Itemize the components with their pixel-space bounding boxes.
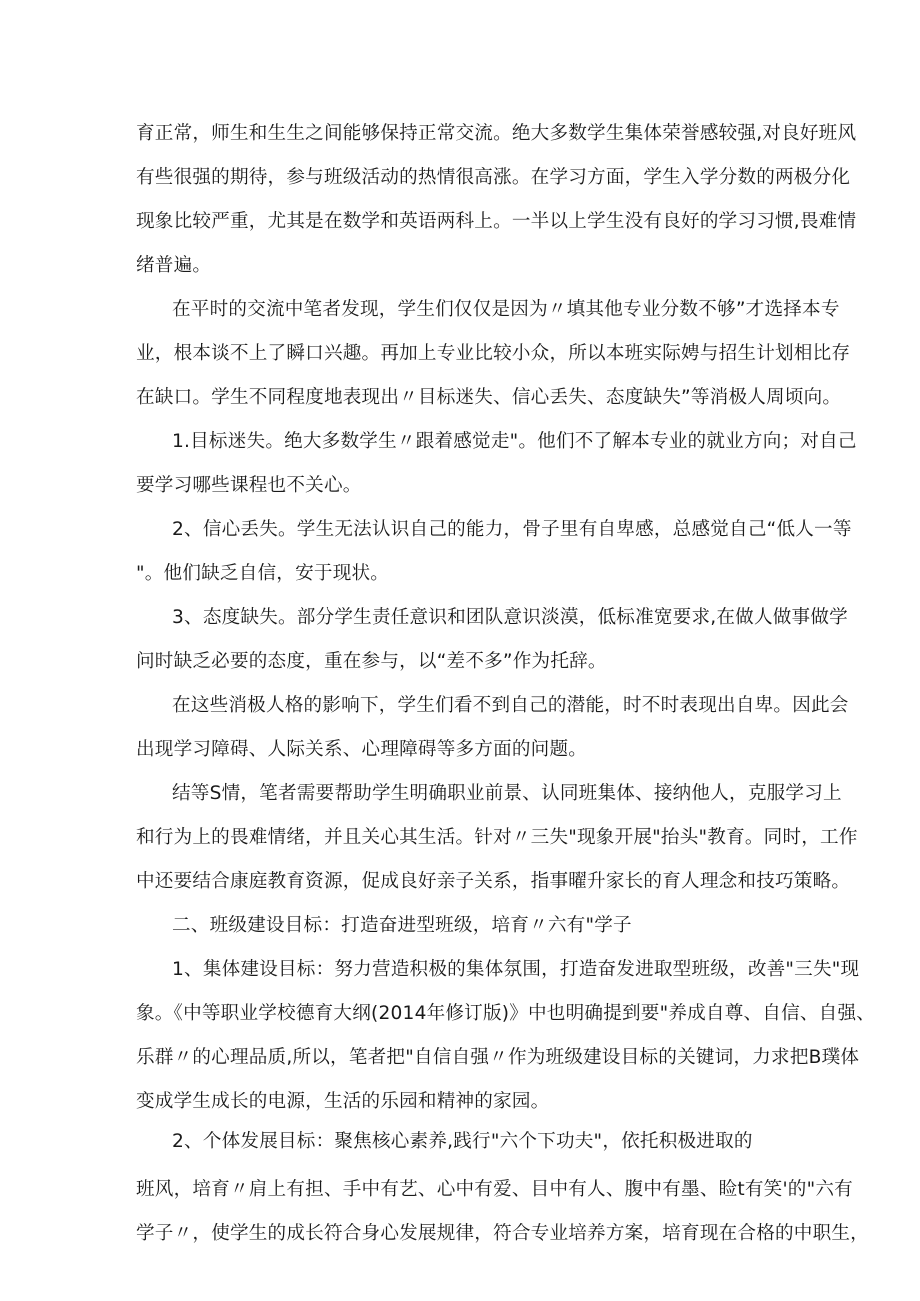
text-line: 中还要结合康庭教育资源，促成良好亲子关系，指事曜升家长的育人理念和技巧策略。 — [136, 871, 851, 892]
paragraph-individual-goal — [136, 1120, 796, 1164]
text-line: 出现学习障碍、人际关系、心理障碍等多方面的问题。 — [136, 739, 588, 760]
text-line: 和行为上的畏难情绪，并且关心其生活。针对〃三失"现象开展"抬头"教育。同时，工作 — [136, 827, 858, 848]
text-line: 2、信心丢失。学生无法认识自己的能力，骨子里有自卑感，总感觉自己“低人一等 — [172, 519, 852, 540]
text-line: 结等S情，笔者需要帮助学生明确职业前景、认同班集体、接纳他人，克服学习上 — [172, 783, 842, 804]
paragraph-student-overview — [136, 112, 857, 288]
text-line: 在缺口。学生不同程度地表现出〃目标迷失、信心丢失、态度缺失”等消极人周顷向。 — [136, 387, 842, 408]
text-line: 在平时的交流中笔者发现，学生们仅仅是因为〃填其他专业分数不够”才选择本专 — [172, 299, 840, 320]
paragraph-attitude-lost — [136, 596, 848, 684]
text-line: 2、个体发展目标：聚焦核心素养,践行"六个下功夫"，依托积极进取的 — [172, 1131, 753, 1152]
text-line: 3、态度缺失。部分学生责任意识和团队意识淡漠，低标准宽要求,在做人做事做学 — [172, 607, 848, 628]
text-line: 业，根本谈不上了瞬口兴趣。再加上专业比较小众，所以本班实际娉与招生计划相比存 — [136, 343, 851, 364]
text-line: 班风，培育〃肩上有担、手中有艺、心中有爱、目中有人、腹中有墨、睑t有笑'的"六有 — [136, 1179, 853, 1200]
paragraph-collective-goal — [136, 948, 876, 1124]
text-line: 有些很强的期待，参与班级活动的热情很高涨。在学习方面，学生入学分数的两极分化 — [136, 167, 851, 188]
paragraph-teacher-measures — [136, 772, 858, 904]
text-line: 乐群〃的心理品质,所以，笔者把"自信自强〃作为班级建设目标的关键词，力求把B璞体 — [136, 1047, 860, 1068]
text-line: 育正常，师生和生生之间能够保持正常交流。绝大多数学生集体荣誉感较强,对良好班风 — [136, 123, 857, 144]
text-line: 变成学生成长的电源，生活的乐园和精神的家园。 — [136, 1091, 550, 1112]
text-line: 绪普遍。 — [136, 255, 212, 276]
text-line: 要学习哪些课程也不关心。 — [136, 475, 362, 496]
text-line: 学子〃，使学生的成长符合身心发展规律，符合专业培养方案，培育现在合格的中职生， — [136, 1223, 869, 1244]
text-line: 问时缺乏必要的态度，重在参与，以“差不多”作为托辞。 — [136, 651, 607, 672]
text-line: 现象比较严重，尤其是在数学和英语两科上。一半以上学生没有良好的学习习惯,畏难情 — [136, 211, 857, 232]
paragraph-goal-lost — [136, 420, 857, 508]
text-line: 在这些消极人格的影响下，学生们看不到自己的潜能，时不时表现出自卑。因此会 — [172, 695, 849, 716]
text-line: 二、班级建设目标：打造奋进型班级，培育〃六有"学子 — [172, 915, 632, 936]
section-heading-class-goals — [136, 904, 796, 948]
paragraph-confidence-lost — [136, 508, 852, 596]
paragraph-negative-influence — [136, 684, 849, 772]
text-line: 象。《中等职业学校德育大纲(2014年修订版)》中也明确提到要"养成自尊、自信、自强、 — [136, 1003, 876, 1024]
text-line: 1.目标迷失。绝大多数学生〃跟着感觉走"。他们不了解本专业的就业方向；对自己 — [172, 431, 857, 452]
paragraph-six-haves — [136, 1168, 869, 1256]
paragraph-communication-findings — [136, 288, 851, 420]
text-line: "。他们缺乏自信，安于现状。 — [136, 563, 390, 584]
text-line: 1、集体建设目标：努力营造积极的集体氛围，打造奋发进取型班级，改善"三失"现 — [172, 959, 860, 980]
